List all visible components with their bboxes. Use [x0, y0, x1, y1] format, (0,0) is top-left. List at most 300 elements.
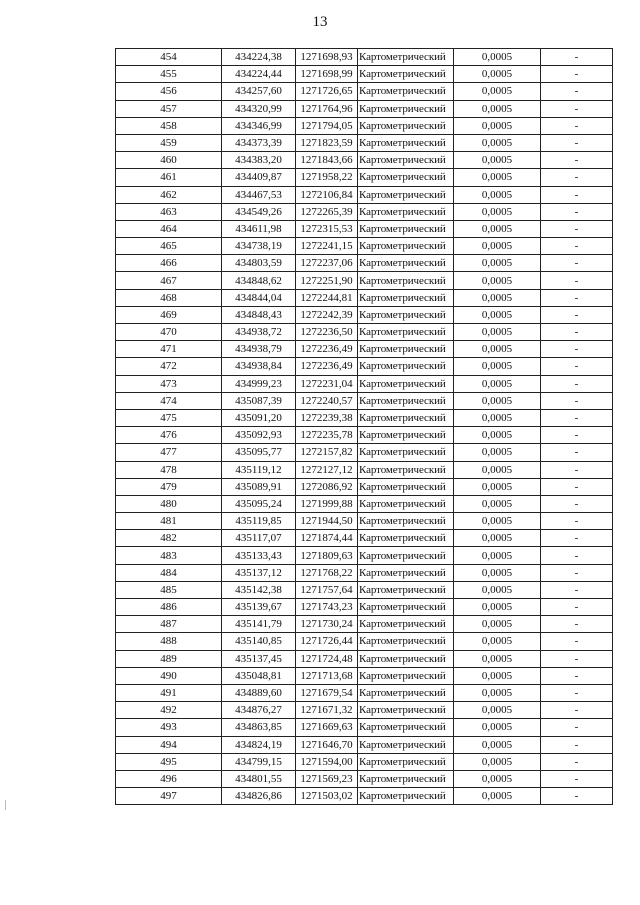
method-cell: Картометрический — [358, 375, 454, 392]
note-cell: - — [541, 392, 613, 409]
table-row — [116, 650, 613, 667]
x-coordinate-cell: 435091,20 — [222, 409, 296, 426]
x-coordinate-cell: 435137,12 — [222, 564, 296, 581]
note-cell: - — [541, 564, 613, 581]
y-coordinate-cell: 1272239,38 — [296, 409, 358, 426]
note-cell: - — [541, 306, 613, 323]
y-coordinate-cell: 1272235,78 — [296, 427, 358, 444]
table-row — [116, 220, 613, 237]
y-coordinate-cell: 1271823,59 — [296, 134, 358, 151]
note-cell: - — [541, 409, 613, 426]
point-number-cell: 491 — [116, 684, 222, 701]
method-cell: Картометрический — [358, 719, 454, 736]
note-cell: - — [541, 272, 613, 289]
method-cell: Картометрический — [358, 289, 454, 306]
precision-cell: 0,0005 — [454, 788, 541, 805]
table-row — [116, 753, 613, 770]
point-number-cell: 490 — [116, 667, 222, 684]
x-coordinate-cell: 435048,81 — [222, 667, 296, 684]
x-coordinate-cell: 434801,55 — [222, 770, 296, 787]
table-row — [116, 788, 613, 805]
y-coordinate-cell: 1271843,66 — [296, 152, 358, 169]
point-number-cell: 460 — [116, 152, 222, 169]
note-cell: - — [541, 220, 613, 237]
x-coordinate-cell: 434738,19 — [222, 238, 296, 255]
point-number-cell: 475 — [116, 409, 222, 426]
note-cell: - — [541, 633, 613, 650]
x-coordinate-cell: 435095,77 — [222, 444, 296, 461]
y-coordinate-cell: 1272237,06 — [296, 255, 358, 272]
x-coordinate-cell: 434409,87 — [222, 169, 296, 186]
note-cell: - — [541, 49, 613, 66]
note-cell: - — [541, 203, 613, 220]
method-cell: Картометрический — [358, 770, 454, 787]
table-body — [116, 49, 613, 805]
note-cell: - — [541, 427, 613, 444]
point-number-cell: 468 — [116, 289, 222, 306]
precision-cell: 0,0005 — [454, 358, 541, 375]
note-cell: - — [541, 134, 613, 151]
table-row — [116, 770, 613, 787]
note-cell: - — [541, 255, 613, 272]
note-cell: - — [541, 169, 613, 186]
table-row — [116, 633, 613, 650]
method-cell: Картометрический — [358, 203, 454, 220]
precision-cell: 0,0005 — [454, 238, 541, 255]
point-number-cell: 461 — [116, 169, 222, 186]
note-cell: - — [541, 513, 613, 530]
y-coordinate-cell: 1272265,39 — [296, 203, 358, 220]
note-cell: - — [541, 324, 613, 341]
point-number-cell: 484 — [116, 564, 222, 581]
method-cell: Картометрический — [358, 409, 454, 426]
method-cell: Картометрический — [358, 100, 454, 117]
y-coordinate-cell: 1272241,15 — [296, 238, 358, 255]
method-cell: Картометрический — [358, 753, 454, 770]
table-row — [116, 203, 613, 220]
x-coordinate-cell: 434938,79 — [222, 341, 296, 358]
note-cell: - — [541, 66, 613, 83]
y-coordinate-cell: 1272236,49 — [296, 341, 358, 358]
note-cell: - — [541, 667, 613, 684]
x-coordinate-cell: 434803,59 — [222, 255, 296, 272]
table-row — [116, 117, 613, 134]
precision-cell: 0,0005 — [454, 324, 541, 341]
x-coordinate-cell: 434938,84 — [222, 358, 296, 375]
note-cell: - — [541, 702, 613, 719]
table-row — [116, 169, 613, 186]
x-coordinate-cell: 434844,04 — [222, 289, 296, 306]
precision-cell: 0,0005 — [454, 272, 541, 289]
method-cell: Картометрический — [358, 255, 454, 272]
table-row — [116, 358, 613, 375]
page-number: 13 — [312, 14, 328, 30]
precision-cell: 0,0005 — [454, 684, 541, 701]
precision-cell: 0,0005 — [454, 702, 541, 719]
precision-cell: 0,0005 — [454, 495, 541, 512]
table-row — [116, 255, 613, 272]
method-cell: Картометрический — [358, 66, 454, 83]
point-number-cell: 473 — [116, 375, 222, 392]
note-cell: - — [541, 684, 613, 701]
point-number-cell: 489 — [116, 650, 222, 667]
table-row — [116, 66, 613, 83]
table-row — [116, 100, 613, 117]
point-number-cell: 464 — [116, 220, 222, 237]
method-cell: Картометрический — [358, 83, 454, 100]
precision-cell: 0,0005 — [454, 83, 541, 100]
method-cell: Картометрический — [358, 599, 454, 616]
precision-cell: 0,0005 — [454, 134, 541, 151]
point-number-cell: 495 — [116, 753, 222, 770]
x-coordinate-cell: 435137,45 — [222, 650, 296, 667]
y-coordinate-cell: 1272231,04 — [296, 375, 358, 392]
note-cell: - — [541, 495, 613, 512]
point-number-cell: 474 — [116, 392, 222, 409]
method-cell: Картометрический — [358, 788, 454, 805]
x-coordinate-cell: 434826,86 — [222, 788, 296, 805]
y-coordinate-cell: 1271764,96 — [296, 100, 358, 117]
method-cell: Картометрический — [358, 547, 454, 564]
x-coordinate-cell: 434938,72 — [222, 324, 296, 341]
y-coordinate-cell: 1272157,82 — [296, 444, 358, 461]
table-row — [116, 478, 613, 495]
note-cell: - — [541, 599, 613, 616]
precision-cell: 0,0005 — [454, 616, 541, 633]
note-cell: - — [541, 341, 613, 358]
x-coordinate-cell: 435119,12 — [222, 461, 296, 478]
table-row — [116, 513, 613, 530]
x-coordinate-cell: 434257,60 — [222, 83, 296, 100]
x-coordinate-cell: 434889,60 — [222, 684, 296, 701]
table-row — [116, 530, 613, 547]
point-number-cell: 481 — [116, 513, 222, 530]
y-coordinate-cell: 1271594,00 — [296, 753, 358, 770]
table-row — [116, 186, 613, 203]
method-cell: Картометрический — [358, 530, 454, 547]
precision-cell: 0,0005 — [454, 478, 541, 495]
note-cell: - — [541, 736, 613, 753]
x-coordinate-cell: 435139,67 — [222, 599, 296, 616]
y-coordinate-cell: 1271757,64 — [296, 581, 358, 598]
precision-cell: 0,0005 — [454, 289, 541, 306]
table-row — [116, 736, 613, 753]
table-row — [116, 564, 613, 581]
precision-cell: 0,0005 — [454, 753, 541, 770]
precision-cell: 0,0005 — [454, 599, 541, 616]
point-number-cell: 454 — [116, 49, 222, 66]
precision-cell: 0,0005 — [454, 203, 541, 220]
note-cell: - — [541, 444, 613, 461]
x-coordinate-cell: 434863,85 — [222, 719, 296, 736]
table-row — [116, 324, 613, 341]
point-number-cell: 467 — [116, 272, 222, 289]
table-row — [116, 581, 613, 598]
method-cell: Картометрический — [358, 564, 454, 581]
x-coordinate-cell: 435133,43 — [222, 547, 296, 564]
method-cell: Картометрический — [358, 461, 454, 478]
x-coordinate-cell: 435095,24 — [222, 495, 296, 512]
method-cell: Картометрический — [358, 495, 454, 512]
table-row — [116, 427, 613, 444]
method-cell: Картометрический — [358, 341, 454, 358]
point-number-cell: 463 — [116, 203, 222, 220]
table-row — [116, 272, 613, 289]
precision-cell: 0,0005 — [454, 427, 541, 444]
note-cell: - — [541, 547, 613, 564]
method-cell: Картометрический — [358, 238, 454, 255]
note-cell: - — [541, 289, 613, 306]
y-coordinate-cell: 1271809,63 — [296, 547, 358, 564]
point-number-cell: 456 — [116, 83, 222, 100]
method-cell: Картометрический — [358, 684, 454, 701]
y-coordinate-cell: 1272236,50 — [296, 324, 358, 341]
precision-cell: 0,0005 — [454, 306, 541, 323]
precision-cell: 0,0005 — [454, 117, 541, 134]
note-cell: - — [541, 461, 613, 478]
table-row — [116, 375, 613, 392]
method-cell: Картометрический — [358, 324, 454, 341]
precision-cell: 0,0005 — [454, 375, 541, 392]
precision-cell: 0,0005 — [454, 530, 541, 547]
method-cell: Картометрический — [358, 49, 454, 66]
point-number-cell: 493 — [116, 719, 222, 736]
method-cell: Картометрический — [358, 169, 454, 186]
y-coordinate-cell: 1271698,93 — [296, 49, 358, 66]
x-coordinate-cell: 434373,39 — [222, 134, 296, 151]
method-cell: Картометрический — [358, 117, 454, 134]
method-cell: Картометрический — [358, 616, 454, 633]
y-coordinate-cell: 1272106,84 — [296, 186, 358, 203]
y-coordinate-cell: 1271698,99 — [296, 66, 358, 83]
point-number-cell: 487 — [116, 616, 222, 633]
precision-cell: 0,0005 — [454, 444, 541, 461]
method-cell: Картометрический — [358, 667, 454, 684]
method-cell: Картометрический — [358, 134, 454, 151]
x-coordinate-cell: 434549,26 — [222, 203, 296, 220]
x-coordinate-cell: 435092,93 — [222, 427, 296, 444]
y-coordinate-cell: 1272236,49 — [296, 358, 358, 375]
precision-cell: 0,0005 — [454, 581, 541, 598]
point-number-cell: 496 — [116, 770, 222, 787]
precision-cell: 0,0005 — [454, 719, 541, 736]
precision-cell: 0,0005 — [454, 169, 541, 186]
note-cell: - — [541, 770, 613, 787]
y-coordinate-cell: 1272244,81 — [296, 289, 358, 306]
method-cell: Картометрический — [358, 581, 454, 598]
x-coordinate-cell: 434320,99 — [222, 100, 296, 117]
point-number-cell: 497 — [116, 788, 222, 805]
note-cell: - — [541, 616, 613, 633]
y-coordinate-cell: 1272127,12 — [296, 461, 358, 478]
point-number-cell: 483 — [116, 547, 222, 564]
method-cell: Картометрический — [358, 513, 454, 530]
point-number-cell: 457 — [116, 100, 222, 117]
point-number-cell: 488 — [116, 633, 222, 650]
note-cell: - — [541, 100, 613, 117]
method-cell: Картометрический — [358, 272, 454, 289]
note-cell: - — [541, 152, 613, 169]
precision-cell: 0,0005 — [454, 152, 541, 169]
precision-cell: 0,0005 — [454, 66, 541, 83]
table-row — [116, 152, 613, 169]
y-coordinate-cell: 1271671,32 — [296, 702, 358, 719]
x-coordinate-cell: 434848,62 — [222, 272, 296, 289]
x-coordinate-cell: 434467,53 — [222, 186, 296, 203]
table-row — [116, 49, 613, 66]
note-cell: - — [541, 117, 613, 134]
y-coordinate-cell: 1271713,68 — [296, 667, 358, 684]
y-coordinate-cell: 1271999,88 — [296, 495, 358, 512]
method-cell: Картометрический — [358, 358, 454, 375]
table-row — [116, 341, 613, 358]
method-cell: Картометрический — [358, 427, 454, 444]
precision-cell: 0,0005 — [454, 100, 541, 117]
point-number-cell: 479 — [116, 478, 222, 495]
point-number-cell: 476 — [116, 427, 222, 444]
note-cell: - — [541, 238, 613, 255]
table-row — [116, 616, 613, 633]
method-cell: Картометрический — [358, 444, 454, 461]
x-coordinate-cell: 434799,15 — [222, 753, 296, 770]
table-row — [116, 306, 613, 323]
point-number-cell: 465 — [116, 238, 222, 255]
note-cell: - — [541, 753, 613, 770]
x-coordinate-cell: 435140,85 — [222, 633, 296, 650]
table-row — [116, 599, 613, 616]
precision-cell: 0,0005 — [454, 255, 541, 272]
x-coordinate-cell: 434224,44 — [222, 66, 296, 83]
point-number-cell: 485 — [116, 581, 222, 598]
y-coordinate-cell: 1271794,05 — [296, 117, 358, 134]
precision-cell: 0,0005 — [454, 513, 541, 530]
precision-cell: 0,0005 — [454, 186, 541, 203]
note-cell: - — [541, 358, 613, 375]
point-number-cell: 459 — [116, 134, 222, 151]
point-number-cell: 462 — [116, 186, 222, 203]
point-number-cell: 470 — [116, 324, 222, 341]
y-coordinate-cell: 1271726,44 — [296, 633, 358, 650]
note-cell: - — [541, 478, 613, 495]
point-number-cell: 486 — [116, 599, 222, 616]
method-cell: Картометрический — [358, 186, 454, 203]
note-cell: - — [541, 83, 613, 100]
table-row — [116, 461, 613, 478]
x-coordinate-cell: 434824,19 — [222, 736, 296, 753]
method-cell: Картометрический — [358, 392, 454, 409]
y-coordinate-cell: 1271724,48 — [296, 650, 358, 667]
y-coordinate-cell: 1271503,02 — [296, 788, 358, 805]
table-row — [116, 719, 613, 736]
y-coordinate-cell: 1271743,23 — [296, 599, 358, 616]
x-coordinate-cell: 435089,91 — [222, 478, 296, 495]
note-cell: - — [541, 650, 613, 667]
precision-cell: 0,0005 — [454, 547, 541, 564]
note-cell: - — [541, 788, 613, 805]
y-coordinate-cell: 1271726,65 — [296, 83, 358, 100]
method-cell: Картометрический — [358, 702, 454, 719]
y-coordinate-cell: 1271874,44 — [296, 530, 358, 547]
note-cell: - — [541, 581, 613, 598]
precision-cell: 0,0005 — [454, 392, 541, 409]
y-coordinate-cell: 1272242,39 — [296, 306, 358, 323]
method-cell: Картометрический — [358, 220, 454, 237]
point-number-cell: 469 — [116, 306, 222, 323]
x-coordinate-cell: 434611,98 — [222, 220, 296, 237]
note-cell: - — [541, 719, 613, 736]
precision-cell: 0,0005 — [454, 49, 541, 66]
y-coordinate-cell: 1271569,23 — [296, 770, 358, 787]
precision-cell: 0,0005 — [454, 220, 541, 237]
y-coordinate-cell: 1272251,90 — [296, 272, 358, 289]
x-coordinate-cell: 435087,39 — [222, 392, 296, 409]
precision-cell: 0,0005 — [454, 564, 541, 581]
point-number-cell: 466 — [116, 255, 222, 272]
table-row — [116, 684, 613, 701]
table-row — [116, 702, 613, 719]
table-row — [116, 392, 613, 409]
y-coordinate-cell: 1272086,92 — [296, 478, 358, 495]
point-number-cell: 480 — [116, 495, 222, 512]
table-row — [116, 547, 613, 564]
point-number-cell: 482 — [116, 530, 222, 547]
method-cell: Картометрический — [358, 650, 454, 667]
x-coordinate-cell: 435141,79 — [222, 616, 296, 633]
x-coordinate-cell: 434876,27 — [222, 702, 296, 719]
method-cell: Картометрический — [358, 736, 454, 753]
point-number-cell: 494 — [116, 736, 222, 753]
precision-cell: 0,0005 — [454, 633, 541, 650]
scan-artifact — [5, 800, 6, 810]
precision-cell: 0,0005 — [454, 341, 541, 358]
precision-cell: 0,0005 — [454, 409, 541, 426]
precision-cell: 0,0005 — [454, 770, 541, 787]
table-row — [116, 409, 613, 426]
y-coordinate-cell: 1271646,70 — [296, 736, 358, 753]
point-number-cell: 455 — [116, 66, 222, 83]
x-coordinate-cell: 434848,43 — [222, 306, 296, 323]
precision-cell: 0,0005 — [454, 650, 541, 667]
method-cell: Картометрический — [358, 478, 454, 495]
method-cell: Картометрический — [358, 306, 454, 323]
y-coordinate-cell: 1271958,22 — [296, 169, 358, 186]
y-coordinate-cell: 1272240,57 — [296, 392, 358, 409]
y-coordinate-cell: 1271730,24 — [296, 616, 358, 633]
method-cell: Картометрический — [358, 152, 454, 169]
point-number-cell: 472 — [116, 358, 222, 375]
table-row — [116, 667, 613, 684]
point-number-cell: 478 — [116, 461, 222, 478]
x-coordinate-cell: 434999,23 — [222, 375, 296, 392]
precision-cell: 0,0005 — [454, 667, 541, 684]
y-coordinate-cell: 1271679,54 — [296, 684, 358, 701]
note-cell: - — [541, 375, 613, 392]
y-coordinate-cell: 1271944,50 — [296, 513, 358, 530]
table-row — [116, 83, 613, 100]
point-number-cell: 471 — [116, 341, 222, 358]
x-coordinate-cell: 435142,38 — [222, 581, 296, 598]
note-cell: - — [541, 530, 613, 547]
point-number-cell: 458 — [116, 117, 222, 134]
note-cell: - — [541, 186, 613, 203]
point-number-cell: 477 — [116, 444, 222, 461]
x-coordinate-cell: 435117,07 — [222, 530, 296, 547]
precision-cell: 0,0005 — [454, 461, 541, 478]
point-number-cell: 492 — [116, 702, 222, 719]
y-coordinate-cell: 1271669,63 — [296, 719, 358, 736]
table-row — [116, 495, 613, 512]
method-cell: Картометрический — [358, 633, 454, 650]
